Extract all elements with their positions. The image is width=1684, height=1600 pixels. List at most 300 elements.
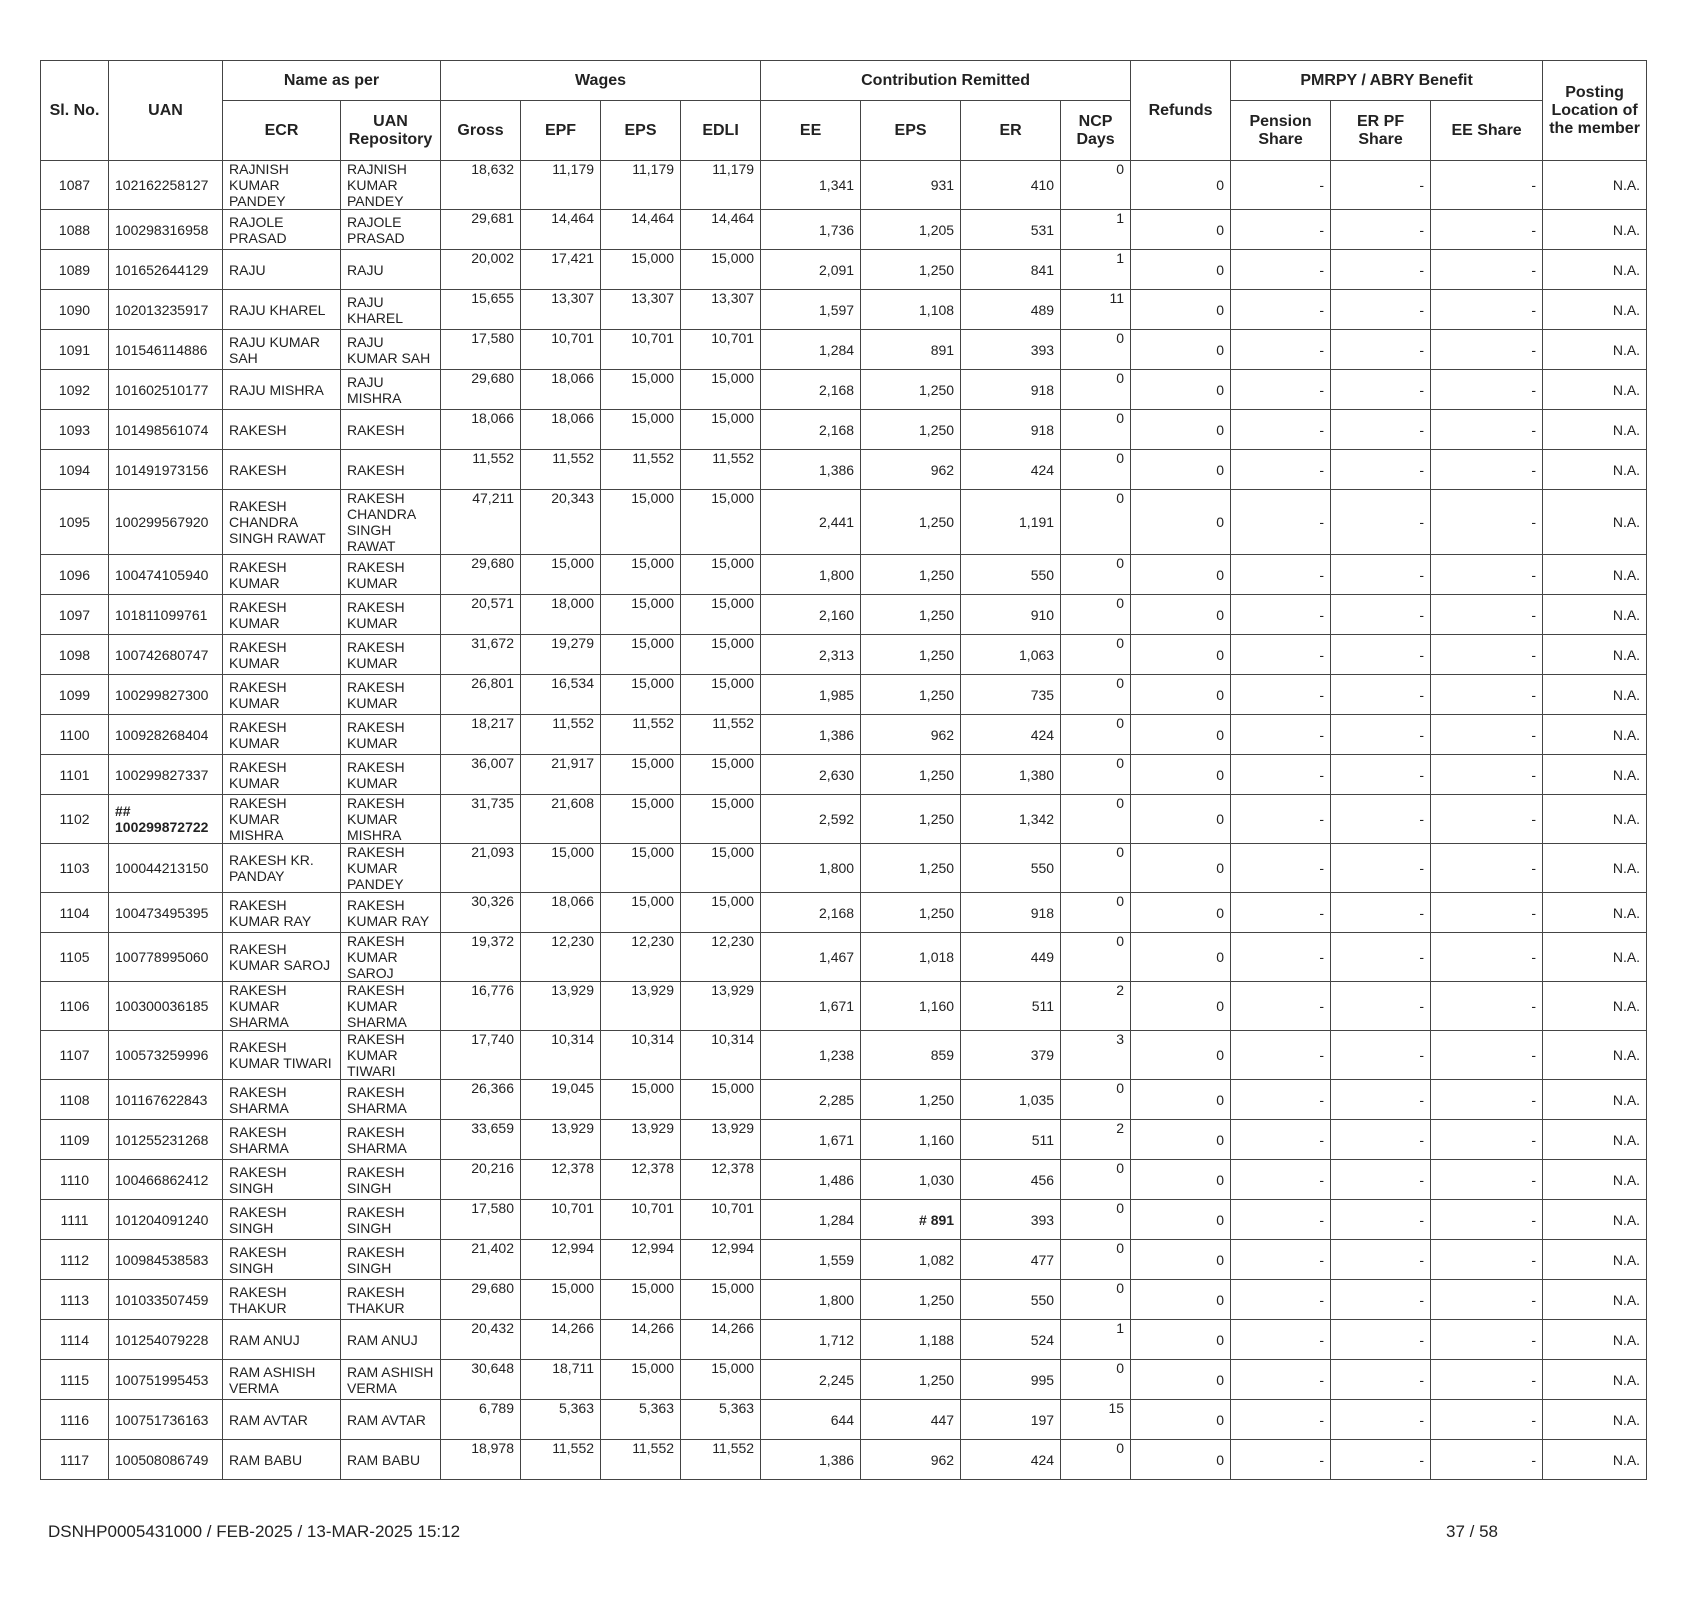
cell-eps: 15,000 bbox=[601, 1080, 681, 1120]
cell-edli: 12,230 bbox=[681, 933, 761, 982]
cell-er-pf-share: - bbox=[1331, 1031, 1431, 1080]
cell-posting-location: N.A. bbox=[1543, 370, 1647, 410]
cell-ee-share: - bbox=[1431, 555, 1543, 595]
cell-gross: 20,216 bbox=[441, 1160, 521, 1200]
cell-edli: 10,701 bbox=[681, 330, 761, 370]
cell-name-uan-repository: RAKESH KUMAR PANDEY bbox=[341, 844, 441, 893]
cell-refunds: 0 bbox=[1131, 1440, 1231, 1480]
cell-sl-no: 1111 bbox=[41, 1200, 109, 1240]
cell-ncp-days: 0 bbox=[1061, 1280, 1131, 1320]
cell-eps-contribution: 1,108 bbox=[861, 290, 961, 330]
cell-epf: 14,464 bbox=[521, 210, 601, 250]
cell-edli: 15,000 bbox=[681, 675, 761, 715]
cell-epf: 11,552 bbox=[521, 715, 601, 755]
cell-eps: 15,000 bbox=[601, 755, 681, 795]
cell-gross: 20,432 bbox=[441, 1320, 521, 1360]
cell-name-uan-repository: RAJU bbox=[341, 250, 441, 290]
cell-sl-no: 1112 bbox=[41, 1240, 109, 1280]
cell-ncp-days: 0 bbox=[1061, 410, 1131, 450]
cell-name-ecr: RAKESH KUMAR SHARMA bbox=[223, 982, 341, 1031]
cell-posting-location: N.A. bbox=[1543, 982, 1647, 1031]
cell-uan: 100508086749 bbox=[109, 1440, 223, 1480]
cell-er-pf-share: - bbox=[1331, 1240, 1431, 1280]
cell-uan: 101546114886 bbox=[109, 330, 223, 370]
cell-er: 379 bbox=[961, 1031, 1061, 1080]
cell-posting-location: N.A. bbox=[1543, 210, 1647, 250]
cell-pension-share: - bbox=[1231, 370, 1331, 410]
cell-er-pf-share: - bbox=[1331, 982, 1431, 1031]
cell-epf: 19,279 bbox=[521, 635, 601, 675]
cell-edli: 15,000 bbox=[681, 555, 761, 595]
cell-pension-share: - bbox=[1231, 893, 1331, 933]
header-uan: UAN bbox=[109, 61, 223, 161]
cell-ncp-days: 0 bbox=[1061, 450, 1131, 490]
cell-edli: 11,552 bbox=[681, 715, 761, 755]
cell-ncp-days: 1 bbox=[1061, 250, 1131, 290]
header-pmrpy-abry: PMRPY / ABRY Benefit bbox=[1231, 61, 1543, 101]
cell-gross: 26,366 bbox=[441, 1080, 521, 1120]
header-ee: EE bbox=[761, 101, 861, 161]
cell-refunds: 0 bbox=[1131, 795, 1231, 844]
cell-eps: 13,307 bbox=[601, 290, 681, 330]
cell-sl-no: 1097 bbox=[41, 595, 109, 635]
cell-eps-contribution: 859 bbox=[861, 1031, 961, 1080]
cell-uan: 101811099761 bbox=[109, 595, 223, 635]
cell-edli: 15,000 bbox=[681, 410, 761, 450]
cell-posting-location: N.A. bbox=[1543, 1160, 1647, 1200]
cell-epf: 16,534 bbox=[521, 675, 601, 715]
cell-ncp-days: 15 bbox=[1061, 1400, 1131, 1440]
cell-name-ecr: RAKESH SINGH bbox=[223, 1200, 341, 1240]
cell-edli: 13,929 bbox=[681, 982, 761, 1031]
cell-edli: 15,000 bbox=[681, 844, 761, 893]
cell-eps: 12,378 bbox=[601, 1160, 681, 1200]
cell-name-ecr: RAM AVTAR bbox=[223, 1400, 341, 1440]
cell-name-uan-repository: RAKESH THAKUR bbox=[341, 1280, 441, 1320]
cell-ee: 1,341 bbox=[761, 161, 861, 210]
cell-ee: 1,671 bbox=[761, 982, 861, 1031]
cell-edli: 15,000 bbox=[681, 635, 761, 675]
cell-er: 393 bbox=[961, 1200, 1061, 1240]
cell-ee-share: - bbox=[1431, 490, 1543, 555]
cell-eps-contribution: 1,250 bbox=[861, 635, 961, 675]
cell-name-ecr: RAKESH KUMAR bbox=[223, 595, 341, 635]
cell-ee: 2,441 bbox=[761, 490, 861, 555]
cell-epf: 10,701 bbox=[521, 1200, 601, 1240]
table-row bbox=[41, 161, 1647, 210]
cell-name-uan-repository: RAJU KUMAR SAH bbox=[341, 330, 441, 370]
cell-er: 918 bbox=[961, 370, 1061, 410]
cell-uan: 102162258127 bbox=[109, 161, 223, 210]
table-row bbox=[41, 1031, 1647, 1080]
cell-eps: 11,552 bbox=[601, 1440, 681, 1480]
cell-epf: 13,929 bbox=[521, 982, 601, 1031]
table-row bbox=[41, 250, 1647, 290]
header-ee-share: EE Share bbox=[1431, 101, 1543, 161]
cell-refunds: 0 bbox=[1131, 1080, 1231, 1120]
cell-ee: 2,168 bbox=[761, 893, 861, 933]
cell-eps-contribution: 1,018 bbox=[861, 933, 961, 982]
cell-ee-share: - bbox=[1431, 635, 1543, 675]
cell-eps-contribution: 1,250 bbox=[861, 1280, 961, 1320]
cell-ee: 1,559 bbox=[761, 1240, 861, 1280]
cell-er-pf-share: - bbox=[1331, 595, 1431, 635]
cell-gross: 17,580 bbox=[441, 330, 521, 370]
cell-gross: 17,740 bbox=[441, 1031, 521, 1080]
cell-eps: 13,929 bbox=[601, 982, 681, 1031]
header-refunds: Refunds bbox=[1131, 61, 1231, 161]
cell-ee-share: - bbox=[1431, 1400, 1543, 1440]
cell-uan: 100299827337 bbox=[109, 755, 223, 795]
cell-eps: 10,314 bbox=[601, 1031, 681, 1080]
cell-sl-no: 1102 bbox=[41, 795, 109, 844]
cell-name-ecr: RAKESH KUMAR bbox=[223, 715, 341, 755]
cell-er-pf-share: - bbox=[1331, 1400, 1431, 1440]
cell-name-ecr: RAJU MISHRA bbox=[223, 370, 341, 410]
cell-ee-share: - bbox=[1431, 210, 1543, 250]
cell-eps-contribution: 1,250 bbox=[861, 250, 961, 290]
cell-ncp-days: 0 bbox=[1061, 635, 1131, 675]
cell-name-uan-repository: RAKESH SHARMA bbox=[341, 1120, 441, 1160]
cell-refunds: 0 bbox=[1131, 1280, 1231, 1320]
cell-ee: 1,671 bbox=[761, 1120, 861, 1160]
cell-ncp-days: 0 bbox=[1061, 1240, 1131, 1280]
cell-er-pf-share: - bbox=[1331, 490, 1431, 555]
cell-posting-location: N.A. bbox=[1543, 844, 1647, 893]
cell-refunds: 0 bbox=[1131, 1240, 1231, 1280]
cell-eps-contribution: 1,160 bbox=[861, 982, 961, 1031]
cell-edli: 12,994 bbox=[681, 1240, 761, 1280]
cell-posting-location: N.A. bbox=[1543, 635, 1647, 675]
cell-pension-share: - bbox=[1231, 1360, 1331, 1400]
cell-epf: 14,266 bbox=[521, 1320, 601, 1360]
cell-ncp-days: 0 bbox=[1061, 933, 1131, 982]
cell-refunds: 0 bbox=[1131, 370, 1231, 410]
cell-er: 489 bbox=[961, 290, 1061, 330]
cell-refunds: 0 bbox=[1131, 755, 1231, 795]
cell-er-pf-share: - bbox=[1331, 1200, 1431, 1240]
cell-gross: 47,211 bbox=[441, 490, 521, 555]
cell-pension-share: - bbox=[1231, 250, 1331, 290]
cell-er: 456 bbox=[961, 1160, 1061, 1200]
cell-ncp-days: 0 bbox=[1061, 1160, 1131, 1200]
cell-er-pf-share: - bbox=[1331, 893, 1431, 933]
cell-sl-no: 1105 bbox=[41, 933, 109, 982]
cell-er: 1,380 bbox=[961, 755, 1061, 795]
cell-sl-no: 1110 bbox=[41, 1160, 109, 1200]
cell-name-ecr: RAKESH KUMAR bbox=[223, 755, 341, 795]
cell-name-uan-repository: RAJU MISHRA bbox=[341, 370, 441, 410]
cell-edli: 11,552 bbox=[681, 450, 761, 490]
cell-ee-share: - bbox=[1431, 1440, 1543, 1480]
cell-refunds: 0 bbox=[1131, 450, 1231, 490]
cell-name-uan-repository: RAM BABU bbox=[341, 1440, 441, 1480]
cell-posting-location: N.A. bbox=[1543, 490, 1647, 555]
cell-name-ecr: RAM ANUJ bbox=[223, 1320, 341, 1360]
cell-name-ecr: RAKESH KR. PANDAY bbox=[223, 844, 341, 893]
cell-uan: 100299827300 bbox=[109, 675, 223, 715]
cell-name-uan-repository: RAKESH bbox=[341, 450, 441, 490]
cell-gross: 20,571 bbox=[441, 595, 521, 635]
table-row bbox=[41, 1400, 1647, 1440]
cell-pension-share: - bbox=[1231, 795, 1331, 844]
header-pension-share: Pension Share bbox=[1231, 101, 1331, 161]
table-row bbox=[41, 330, 1647, 370]
cell-name-ecr: RAKESH KUMAR MISHRA bbox=[223, 795, 341, 844]
cell-edli: 12,378 bbox=[681, 1160, 761, 1200]
cell-name-uan-repository: RAKESH KUMAR SHARMA bbox=[341, 982, 441, 1031]
cell-ncp-days: 0 bbox=[1061, 1080, 1131, 1120]
cell-er-pf-share: - bbox=[1331, 161, 1431, 210]
cell-epf: 13,929 bbox=[521, 1120, 601, 1160]
cell-ee-share: - bbox=[1431, 1031, 1543, 1080]
cell-posting-location: N.A. bbox=[1543, 893, 1647, 933]
cell-ncp-days: 0 bbox=[1061, 370, 1131, 410]
cell-pension-share: - bbox=[1231, 715, 1331, 755]
cell-name-uan-repository: RAKESH SINGH bbox=[341, 1240, 441, 1280]
cell-eps-contribution: 962 bbox=[861, 450, 961, 490]
cell-eps-contribution: 1,250 bbox=[861, 490, 961, 555]
cell-er-pf-share: - bbox=[1331, 250, 1431, 290]
table-row bbox=[41, 1200, 1647, 1240]
cell-edli: 15,000 bbox=[681, 250, 761, 290]
cell-sl-no: 1087 bbox=[41, 161, 109, 210]
cell-ee: 1,467 bbox=[761, 933, 861, 982]
cell-ee-share: - bbox=[1431, 844, 1543, 893]
cell-eps: 14,266 bbox=[601, 1320, 681, 1360]
cell-eps-contribution: 1,188 bbox=[861, 1320, 961, 1360]
cell-eps-contribution: 1,250 bbox=[861, 844, 961, 893]
cell-er-pf-share: - bbox=[1331, 330, 1431, 370]
cell-refunds: 0 bbox=[1131, 250, 1231, 290]
cell-name-ecr: RAKESH bbox=[223, 450, 341, 490]
cell-er: 550 bbox=[961, 1280, 1061, 1320]
cell-ee: 1,284 bbox=[761, 1200, 861, 1240]
cell-name-ecr: RAJU bbox=[223, 250, 341, 290]
cell-ee: 2,168 bbox=[761, 410, 861, 450]
cell-refunds: 0 bbox=[1131, 1320, 1231, 1360]
cell-ee-share: - bbox=[1431, 1280, 1543, 1320]
cell-name-uan-repository: RAM AVTAR bbox=[341, 1400, 441, 1440]
table-row bbox=[41, 893, 1647, 933]
cell-name-uan-repository: RAKESH KUMAR SAROJ bbox=[341, 933, 441, 982]
cell-ncp-days: 0 bbox=[1061, 161, 1131, 210]
cell-edli: 10,314 bbox=[681, 1031, 761, 1080]
cell-er-pf-share: - bbox=[1331, 370, 1431, 410]
cell-edli: 15,000 bbox=[681, 370, 761, 410]
cell-edli: 15,000 bbox=[681, 1360, 761, 1400]
cell-er: 735 bbox=[961, 675, 1061, 715]
cell-edli: 15,000 bbox=[681, 1080, 761, 1120]
cell-name-uan-repository: RAKESH KUMAR RAY bbox=[341, 893, 441, 933]
cell-refunds: 0 bbox=[1131, 290, 1231, 330]
cell-epf: 10,314 bbox=[521, 1031, 601, 1080]
cell-gross: 6,789 bbox=[441, 1400, 521, 1440]
cell-er: 393 bbox=[961, 330, 1061, 370]
cell-edli: 10,701 bbox=[681, 1200, 761, 1240]
ecr-report-table bbox=[40, 60, 1647, 1480]
cell-epf: 18,066 bbox=[521, 893, 601, 933]
cell-edli: 14,464 bbox=[681, 210, 761, 250]
cell-name-uan-repository: RAKESH SINGH bbox=[341, 1200, 441, 1240]
cell-sl-no: 1100 bbox=[41, 715, 109, 755]
cell-ee: 1,736 bbox=[761, 210, 861, 250]
cell-posting-location: N.A. bbox=[1543, 1320, 1647, 1360]
cell-epf: 18,000 bbox=[521, 595, 601, 635]
cell-name-ecr: RAJNISH KUMAR PANDEY bbox=[223, 161, 341, 210]
cell-epf: 19,045 bbox=[521, 1080, 601, 1120]
cell-epf: 11,179 bbox=[521, 161, 601, 210]
cell-name-ecr: RAKESH KUMAR bbox=[223, 555, 341, 595]
cell-refunds: 0 bbox=[1131, 982, 1231, 1031]
cell-ee-share: - bbox=[1431, 675, 1543, 715]
footer-page-number: 37 / 58 bbox=[1446, 1522, 1498, 1541]
cell-uan: 101254079228 bbox=[109, 1320, 223, 1360]
cell-eps-contribution: # 891 bbox=[861, 1200, 961, 1240]
cell-eps-contribution: 1,160 bbox=[861, 1120, 961, 1160]
table-row bbox=[41, 1320, 1647, 1360]
cell-sl-no: 1107 bbox=[41, 1031, 109, 1080]
cell-pension-share: - bbox=[1231, 1320, 1331, 1360]
cell-er: 477 bbox=[961, 1240, 1061, 1280]
cell-ncp-days: 11 bbox=[1061, 290, 1131, 330]
cell-ee-share: - bbox=[1431, 290, 1543, 330]
cell-epf: 18,711 bbox=[521, 1360, 601, 1400]
cell-sl-no: 1116 bbox=[41, 1400, 109, 1440]
cell-uan: 100473495395 bbox=[109, 893, 223, 933]
cell-eps-contribution: 931 bbox=[861, 161, 961, 210]
cell-edli: 14,266 bbox=[681, 1320, 761, 1360]
cell-ee-share: - bbox=[1431, 1120, 1543, 1160]
cell-name-ecr: RAKESH KUMAR bbox=[223, 675, 341, 715]
cell-er: 550 bbox=[961, 844, 1061, 893]
cell-er: 1,191 bbox=[961, 490, 1061, 555]
cell-refunds: 0 bbox=[1131, 635, 1231, 675]
cell-edli: 15,000 bbox=[681, 893, 761, 933]
cell-ncp-days: 0 bbox=[1061, 893, 1131, 933]
header-name-as-per: Name as per bbox=[223, 61, 441, 101]
cell-ee: 2,160 bbox=[761, 595, 861, 635]
table-row bbox=[41, 595, 1647, 635]
header-wages: Wages bbox=[441, 61, 761, 101]
cell-ee: 2,168 bbox=[761, 370, 861, 410]
cell-gross: 36,007 bbox=[441, 755, 521, 795]
cell-ee: 2,630 bbox=[761, 755, 861, 795]
cell-er-pf-share: - bbox=[1331, 675, 1431, 715]
table-row bbox=[41, 982, 1647, 1031]
cell-pension-share: - bbox=[1231, 490, 1331, 555]
cell-eps-contribution: 1,250 bbox=[861, 595, 961, 635]
cell-er: 511 bbox=[961, 1120, 1061, 1160]
table-row bbox=[41, 1240, 1647, 1280]
cell-er: 424 bbox=[961, 450, 1061, 490]
table-row bbox=[41, 1080, 1647, 1120]
cell-name-ecr: RAKESH SINGH bbox=[223, 1240, 341, 1280]
cell-ee: 1,386 bbox=[761, 715, 861, 755]
cell-ncp-days: 1 bbox=[1061, 210, 1131, 250]
cell-gross: 21,093 bbox=[441, 844, 521, 893]
cell-eps: 15,000 bbox=[601, 250, 681, 290]
cell-er: 449 bbox=[961, 933, 1061, 982]
table-row bbox=[41, 410, 1647, 450]
cell-ee-share: - bbox=[1431, 330, 1543, 370]
table-row bbox=[41, 844, 1647, 893]
cell-posting-location: N.A. bbox=[1543, 1360, 1647, 1400]
cell-epf: 20,343 bbox=[521, 490, 601, 555]
cell-sl-no: 1096 bbox=[41, 555, 109, 595]
cell-er-pf-share: - bbox=[1331, 1360, 1431, 1400]
cell-posting-location: N.A. bbox=[1543, 1280, 1647, 1320]
cell-ncp-days: 0 bbox=[1061, 490, 1131, 555]
cell-er: 1,063 bbox=[961, 635, 1061, 675]
cell-uan: 101204091240 bbox=[109, 1200, 223, 1240]
cell-ee-share: - bbox=[1431, 410, 1543, 450]
cell-ee-share: - bbox=[1431, 1160, 1543, 1200]
cell-pension-share: - bbox=[1231, 450, 1331, 490]
cell-pension-share: - bbox=[1231, 1160, 1331, 1200]
cell-gross: 15,655 bbox=[441, 290, 521, 330]
header-ecr: ECR bbox=[223, 101, 341, 161]
cell-er: 995 bbox=[961, 1360, 1061, 1400]
cell-refunds: 0 bbox=[1131, 210, 1231, 250]
cell-ee: 1,386 bbox=[761, 1440, 861, 1480]
cell-ee-share: - bbox=[1431, 161, 1543, 210]
table-row bbox=[41, 490, 1647, 555]
cell-er-pf-share: - bbox=[1331, 450, 1431, 490]
table-header bbox=[41, 61, 1647, 161]
cell-ee-share: - bbox=[1431, 893, 1543, 933]
cell-name-ecr: RAKESH KUMAR bbox=[223, 635, 341, 675]
table-row bbox=[41, 635, 1647, 675]
cell-eps-contribution: 962 bbox=[861, 715, 961, 755]
cell-refunds: 0 bbox=[1131, 675, 1231, 715]
cell-ee-share: - bbox=[1431, 595, 1543, 635]
cell-posting-location: N.A. bbox=[1543, 795, 1647, 844]
cell-ee: 644 bbox=[761, 1400, 861, 1440]
cell-ncp-days: 0 bbox=[1061, 675, 1131, 715]
cell-er: 550 bbox=[961, 555, 1061, 595]
cell-posting-location: N.A. bbox=[1543, 1120, 1647, 1160]
cell-sl-no: 1106 bbox=[41, 982, 109, 1031]
cell-ncp-days: 0 bbox=[1061, 715, 1131, 755]
cell-gross: 11,552 bbox=[441, 450, 521, 490]
cell-ee: 1,386 bbox=[761, 450, 861, 490]
cell-er-pf-share: - bbox=[1331, 1320, 1431, 1360]
cell-ee: 2,592 bbox=[761, 795, 861, 844]
cell-ee: 1,238 bbox=[761, 1031, 861, 1080]
cell-eps-contribution: 1,205 bbox=[861, 210, 961, 250]
cell-gross: 16,776 bbox=[441, 982, 521, 1031]
cell-name-uan-repository: RAKESH bbox=[341, 410, 441, 450]
cell-ncp-days: 2 bbox=[1061, 1120, 1131, 1160]
cell-eps-contribution: 1,250 bbox=[861, 1080, 961, 1120]
table-row bbox=[41, 1440, 1647, 1480]
cell-epf: 5,363 bbox=[521, 1400, 601, 1440]
cell-ncp-days: 0 bbox=[1061, 1440, 1131, 1480]
cell-gross: 30,648 bbox=[441, 1360, 521, 1400]
cell-uan: 100928268404 bbox=[109, 715, 223, 755]
cell-uan: 101491973156 bbox=[109, 450, 223, 490]
cell-name-ecr: RAJU KUMAR SAH bbox=[223, 330, 341, 370]
cell-ee-share: - bbox=[1431, 1240, 1543, 1280]
cell-name-uan-repository: RAKESH KUMAR bbox=[341, 595, 441, 635]
header-eps: EPS bbox=[601, 101, 681, 161]
cell-sl-no: 1109 bbox=[41, 1120, 109, 1160]
cell-er-pf-share: - bbox=[1331, 1120, 1431, 1160]
cell-eps: 15,000 bbox=[601, 795, 681, 844]
cell-name-uan-repository: RAKESH KUMAR bbox=[341, 715, 441, 755]
cell-sl-no: 1108 bbox=[41, 1080, 109, 1120]
